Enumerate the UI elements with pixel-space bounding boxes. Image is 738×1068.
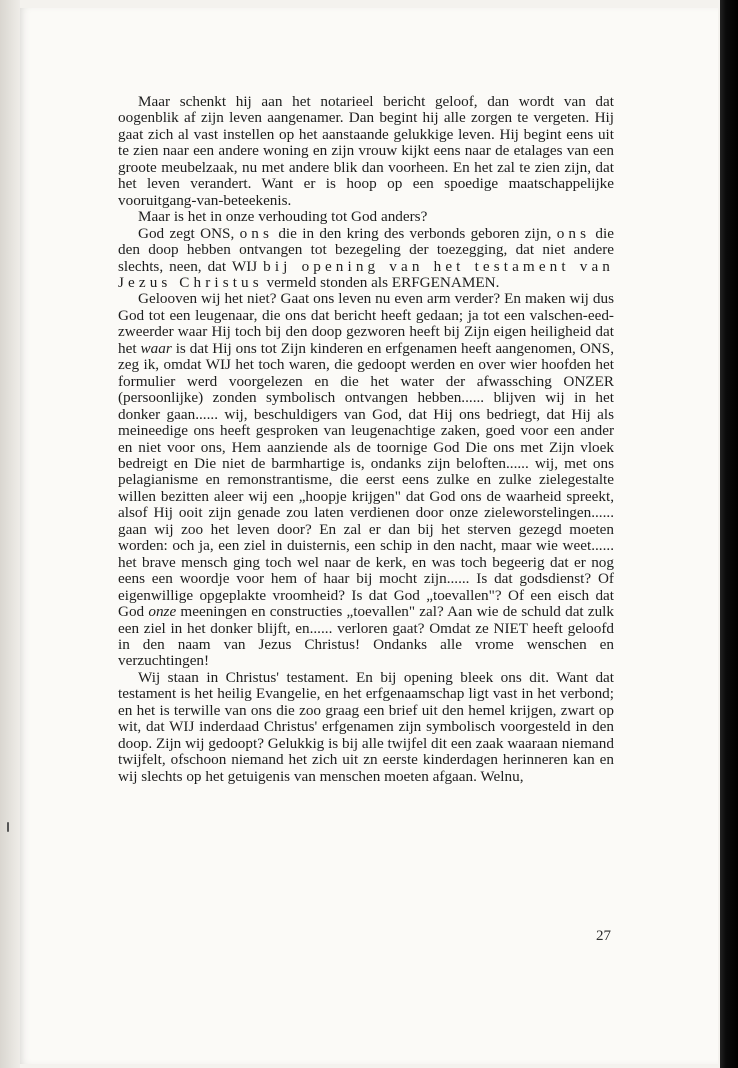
margin-mark: [7, 822, 9, 832]
paragraph-1: Maar schenkt hij aan het notarieel bericht geloof, dan wordt van dat oogenblik af zijn leven aangenamer. Dan begint hij alle zorgen te vergeten. Hij gaat zich al vast instellen op het aanstaande gelukkige leven. Hij begint eens uit te zien naar een andere woning en zijn vrouw kijkt eens naar de etalages van een groote meubelzaak, nu met andere blik dan voorheen. En het zal te zien zijn, dat het leven verandert. Want er is hoop op een spoedige maatschappelijke vooruitgang-van-beteekenis.: [118, 93, 614, 209]
text-run: is dat Hij ons tot Zijn kinderen en erfgenamen heeft aangenomen, ONS, zeg ik, omdat WIJ het toch waren, die gedoopt werden en over wier hoofden het formulier werd voorgelezen en die het water der afwassching ONZER (persoonlijke) zonden symbolisch ontvangen hebben...... blijven wij in het donker gaan...... wij, beschuldigers van God, dat Hij ons bedriegt, dat Hij als meineedige ons heeft gesproken van leugenachtige zaken, goed voor een ander en niet voor ons, Hem aanziende als de toornige God Die ons met Zijn vloek bedreigt en Die niet de barmhartige is, ondanks zijn beloften...... wij, met ons pelagianisme en remonstrantisme, die eerst eens zulke en zulke zielegestalte willen bezitten aleer wij een „hoopje krijgen" dat God ons de waarheid spreekt, alsof Hij ooit zijn genade zou laten verdienen door onze zieleworstelingen...... gaan wij zoo het leven door? En zal er dan bij het sterven gezegd moeten worden: och ja, een ziel in duisternis, een schip in den nacht, maar wie weet...... het brave mensch ging toch wel naar de kerk, en was toch begeerig dat er nog eens een woordje voor hem of haar bij mocht zijn...... Is dat godsdienst? Of eigenwillige opgeplakte vroomheid? Is dat God „toevallen"? Of een eisch dat God: [118, 339, 614, 621]
paragraph-3: [118, 226, 614, 292]
paragraph-5: Wij staan in Christus' testament. En bij opening bleek ons dit. Want dat testament is het heilig Evangelie, en het erfgenaamschap ligt vast in het verbond; en het is terwille van ons die zoo graag een brief uit den hemel krijgen, zwart op wit, dat WIJ inderdaad Christus' erfgenamen zijn symbolisch voorgesteld in den doop. Zijn wij gedoopt? Gelukkig is bij alle twijfel dit een zaak waaraan niemand twijfelt, ofschoon niemand het zich uit zn eerste kinderdagen herinneren kan en wij slechts op het getuigenis van menschen moeten afgaan. Welnu,: [118, 668, 614, 785]
text-run: die den doop hebben ontvangen tot bezegeling der toezegging, dat niet andere slechts, neen, dat WIJ: [118, 224, 614, 275]
scan-left-shadow: [0, 0, 20, 1068]
text-run: die in den kring des verbonds geboren zijn,: [273, 224, 557, 242]
paragraph-2: Maar is het in onze verhouding tot God anders?: [138, 208, 428, 226]
text-run: vermeld stonden als ERFGENAMEN.: [262, 273, 500, 291]
spaced-emphasis: bij opening van het testament van Jezus Christus: [118, 257, 614, 291]
scan-right-edge: [720, 0, 738, 1068]
italic-emphasis: waar: [140, 339, 172, 357]
paragraph-4: [118, 291, 614, 669]
spaced-emphasis: ons: [556, 224, 591, 242]
italic-emphasis: onze: [148, 603, 177, 621]
text-run: meeningen en constructies „toevallen" zal? Aan wie de schuld dat zulk een ziel in het donker blijft, en...... verloren gaat? Omdat ze NIET heeft geloofd in den naam van Jezus Christus! Ondanks alle vrome wenschen en verzuchtingen!: [118, 603, 614, 670]
page-number: 27: [596, 928, 611, 944]
text-run: Gelooven wij het niet? Gaat ons leven nu even arm verder? En maken wij dus God tot een leugenaar, die ons dat bericht heeft gedaan; ja tot een valschen-eed-zweerder waar Hij toch bij den doop gezworen heeft bij Zijn eigen heiligheid dat het: [118, 290, 614, 357]
page-body-text: [118, 94, 614, 785]
spaced-emphasis: ons: [239, 224, 274, 242]
text-run: God zegt ONS,: [138, 224, 240, 242]
